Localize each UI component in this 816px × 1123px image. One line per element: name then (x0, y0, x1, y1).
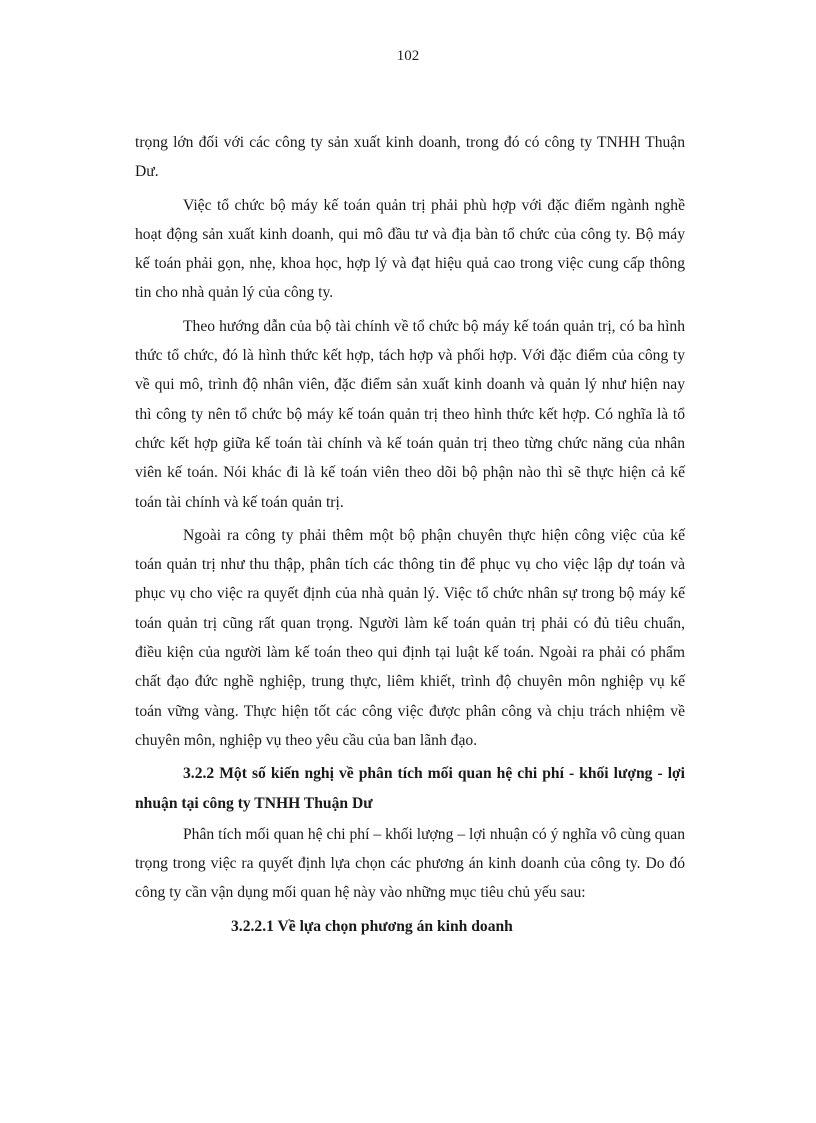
page-number: 102 (396, 48, 420, 64)
paragraph-organization: Việc tổ chức bộ máy kế toán quản trị phải phù hợp với đặc điểm ngành nghề hoạt động sản xuất kinh doanh, qui mô đầu tư và địa bàn tổ chức của công ty. Bộ máy kế toán phải gọn, nhẹ, khoa học, hợp lý và đạt hiệu quả cao trong việc cung cấp thông tin cho nhà quản lý của công ty. (135, 196, 685, 302)
subsection-heading: 3.2.2.1 Về lựa chọn phương án kinh doanh (231, 917, 513, 935)
paragraph-additional-department: Ngoài ra công ty phải thêm một bộ phận chuyên thực hiện công việc của kế toán quản trị như thu thập, phân tích các thông tin để phục vụ cho việc lập dự toán và phục vụ cho việc ra quyết định của nhà quản lý. Việc tổ chức nhân sự trong bộ máy kế toán quản trị cũng rất quan trọng. Người làm kế toán quản trị phải có đủ tiêu chuẩn, điều kiện của người làm kế toán theo qui định tại luật kế toán. Ngoài ra phải có phẩm chất đạo đức nghề nghiệp, trung thực, liêm khiết, trình độ chuyên môn nghiệp vụ kế toán vững vàng. Thực hiện tốt các công việc được phân công và chịu trách nhiệm về chuyên môn, nghiệp vụ theo yêu cầu của ban lãnh đạo. (135, 526, 685, 749)
paragraph-guidance: Theo hướng dẫn của bộ tài chính về tổ chức bộ máy kế toán quản trị, có ba hình thức tổ chức, đó là hình thức kết hợp, tách hợp và phối hợp. Với đặc điểm của công ty về qui mô, trình độ nhân viên, đặc điểm sản xuất kinh doanh và quản lý như hiện nay thì công ty nên tổ chức bộ máy kế toán quản trị theo hình thức kết hợp. Có nghĩa là tổ chức kết hợp giữa kế toán tài chính và kế toán quản trị theo từng chức năng của nhân viên kế toán. Nói khác đi là kế toán viên theo dõi bộ phận nào thì sẽ thực hiện cả kế toán tài chính và kế toán quản trị. (135, 317, 685, 511)
paragraph-continuation: trọng lớn đối với các công ty sản xuất kinh doanh, trong đó có công ty TNHH Thuận Dư. (135, 134, 685, 181)
section-heading: 3.2.2 Một số kiến nghị về phân tích mối quan hệ chi phí - khối lượng - lợi nhuận tại công ty TNHH Thuận Dư (135, 765, 685, 812)
page-body (135, 128, 685, 941)
section-intro-paragraph: Phân tích mối quan hệ chi phí – khối lượng – lợi nhuận có ý nghĩa vô cùng quan trọng trong việc ra quyết định lựa chọn các phương án kinh doanh của công ty. Do đó công ty cần vận dụng mối quan hệ này vào những mục tiêu chủ yếu sau: (135, 825, 685, 902)
